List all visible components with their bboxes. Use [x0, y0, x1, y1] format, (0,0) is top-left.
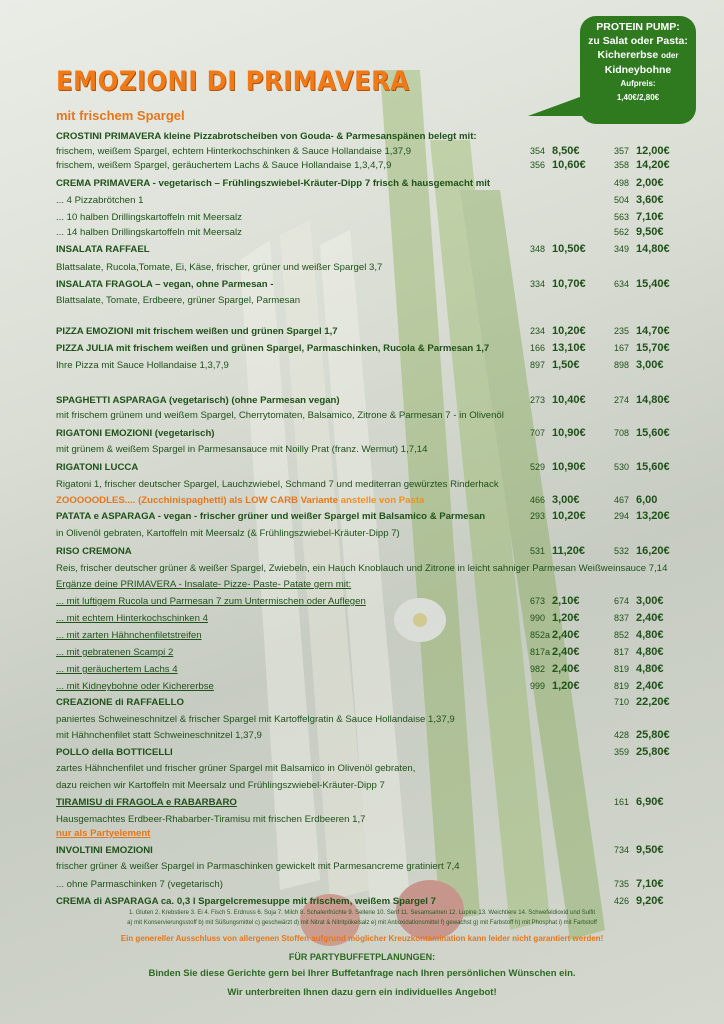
menu-line: Blattsalate, Rucola,Tomate, Ei, Käse, frischer, grüner und weißer Spargel 3,7: [56, 262, 383, 273]
item-number: 274: [614, 395, 630, 405]
item-number: 348: [530, 244, 546, 254]
item-price: 10,20€: [552, 325, 586, 337]
item-price: 15,60€: [636, 461, 670, 473]
menu-line: RIGATONI EMOZIONI (vegetarisch): [56, 428, 215, 439]
item-price: 10,70€: [552, 278, 586, 290]
allergen-notice: Ein genereller Ausschluss von allergenen Stoffen aufgrund möglicher Kreuzkontamination kann leider nicht garantiert werden!: [120, 934, 604, 943]
item-price: 14,80€: [636, 243, 670, 255]
item-price: 6,90€: [636, 796, 664, 808]
item-price: 14,80€: [636, 394, 670, 406]
menu-line: nur als Partyelement: [56, 828, 151, 839]
menu-line: PIZZA JULIA mit frischem weißen und grünen Spargel, Parmaschinken, Rucola & Parmesan 1,7: [56, 343, 490, 354]
item-price: 3,00€: [636, 359, 664, 371]
menu-title: EMOZIONI DI PRIMAVERA: [56, 66, 410, 97]
item-price: 2,40€: [552, 646, 580, 658]
menu-line: CROSTINI PRIMAVERA kleine Pizzabrotscheiben von Gouda- & Parmesanspänen belegt mit:: [56, 131, 477, 142]
menu-line: frischem, weißem Spargel, geräuchertem Lachs & Sauce Hollandaise 1,3,4,7,9: [56, 160, 392, 171]
menu-line: mit grünem & weißem Spargel in Parmesansauce mit Noilly Prat (franz. Wermut) 1,7,14: [56, 444, 428, 455]
item-number: 673: [530, 596, 546, 606]
item-price: 10,20€: [552, 510, 586, 522]
menu-line: PATATA e ASPARAGA - vegan - frischer grüner und weißer Spargel mit Balsamico & Parmesan: [56, 511, 486, 522]
bubble-line: oder: [661, 51, 679, 60]
item-number: 708: [614, 428, 630, 438]
menu-line: mit frischem grünem und weißem Spargel, Cherrytomaten, Balsamico, Zitrone & Parmesan 7 - in Olivenöl: [56, 410, 504, 421]
bubble-line: Kidneybohne: [604, 64, 672, 76]
item-number: 710: [614, 697, 630, 707]
item-price: 6,00: [636, 494, 658, 506]
menu-line: CREAZIONE di RAFFAELLO: [56, 697, 184, 708]
bubble-line: 1,40€/2,80€: [616, 93, 660, 102]
item-price: 13,20€: [636, 510, 670, 522]
menu-line: Hausgemachtes Erdbeer-Rhabarber-Tiramisu mit frischen Erdbeeren 1,7: [56, 814, 366, 825]
allergen-list: 1. Gluten 2. Krebstiere 3. Ei 4. Fisch 5. Erdnuss 6. Soja 7. Milch 8. Schalenfrüchte 9. Sellerie 10. Senf 11. Sesamsamen 12. Lupine 13. Weichtiere 14. Schwefeldioxid und Sulfit: [128, 910, 596, 916]
item-price: 10,60€: [552, 159, 586, 171]
item-number: 999: [530, 681, 546, 691]
item-number: 530: [614, 462, 630, 472]
party-text: Binden Sie diese Gerichte gern bei Ihrer Buffetanfrage nach Ihren persönlichen Wünschen ein.: [148, 968, 576, 979]
menu-line: Ihre Pizza mit Sauce Hollandaise 1,3,7,9: [56, 360, 229, 371]
item-number: 294: [614, 511, 630, 521]
item-price: 14,70€: [636, 325, 670, 337]
item-price: 3,60€: [636, 194, 664, 206]
item-number: 498: [614, 178, 630, 188]
item-number: 428: [614, 730, 630, 740]
menu-line: dazu reichen wir Kartoffeln mit Meersalz und Frühlingszwiebel-Kräuter-Dipp 7: [56, 780, 385, 791]
item-number: 356: [530, 160, 546, 170]
item-number: 634: [614, 279, 630, 289]
item-number: 990: [530, 613, 546, 623]
item-price: 10,40€: [552, 394, 586, 406]
item-number: 234: [530, 326, 546, 336]
item-number: 334: [530, 279, 546, 289]
item-price: 9,50€: [636, 226, 664, 238]
menu-line: SPAGHETTI ASPARAGA (vegetarisch) (ohne Parmesan vegan): [56, 395, 340, 406]
item-number: 426: [614, 896, 630, 906]
menu-line: INSALATA RAFFAEL: [56, 244, 150, 255]
item-price: 4,80€: [636, 629, 664, 641]
item-price: 4,80€: [636, 646, 664, 658]
item-price: 3,00€: [636, 595, 664, 607]
item-number: 467: [614, 495, 630, 505]
menu-line: CREMA PRIMAVERA - vegetarisch – Frühlingszwiebel-Kräuter-Dipp 7 frisch & hausgemacht mit: [56, 178, 491, 189]
menu-line: Ergänze deine PRIMAVERA - Insalate- Pizze- Paste- Patate gern mit:: [56, 579, 352, 590]
menu-line: Reis, frischer deutscher grüner & weißer Spargel, Zwiebeln, ein Hauch Knoblauch und Zitrone in leicht sahniger Parmesan Weißweinsauce 7,14: [56, 563, 668, 574]
item-price: 9,50€: [636, 844, 664, 856]
menu-line: ... 10 halben Drillingskartoffeln mit Meersalz: [56, 212, 242, 223]
item-price: 11,20€: [552, 545, 586, 557]
bubble-tail: [528, 94, 588, 116]
item-number: 358: [614, 160, 630, 170]
item-price: 1,20€: [552, 612, 580, 624]
bubble-line: Kichererbse: [597, 49, 659, 61]
item-number: 562: [614, 227, 630, 237]
item-price: 2,40€: [636, 612, 664, 624]
menu-line: Blattsalate, Tomate, Erdbeere, grüner Spargel, Parmesan: [56, 295, 301, 306]
menu-line-highlight: anstelle von Pasta: [340, 495, 425, 506]
menu-line: Rigatoni 1, frischer deutscher Spargel, Lauchzwiebel, Schmand 7 und mediterran gewürztes Rinderhack: [56, 479, 499, 490]
item-number: 817a: [530, 647, 551, 657]
bubble-line: zu Salat oder Pasta:: [588, 35, 688, 47]
item-price: 2,40€: [636, 680, 664, 692]
item-number: 531: [530, 546, 546, 556]
item-number: 819: [614, 681, 630, 691]
menu-line: PIZZA EMOZIONI mit frischem weißen und grünen Spargel 1,7: [56, 326, 338, 337]
item-number: 734: [614, 845, 630, 855]
item-price: 1,50€: [552, 359, 580, 371]
item-price: 25,80€: [636, 746, 670, 758]
item-price: 8,50€: [552, 145, 580, 157]
menu-subtitle: mit frischem Spargel: [56, 108, 185, 123]
item-price: 7,10€: [636, 211, 664, 223]
menu-line: INVOLTINI EMOZIONI: [56, 845, 153, 856]
menu-line: INSALATA FRAGOLA – vegan, ohne Parmesan -: [56, 279, 274, 290]
menu-line: mit Hähnchenfilet statt Schweineschnitzel 1,37,9: [56, 730, 262, 741]
item-number: 293: [530, 511, 546, 521]
item-number: 532: [614, 546, 630, 556]
item-number: 161: [614, 797, 630, 807]
menu-line: ... mit echtem Hinterkochschinken 4: [56, 613, 208, 624]
item-price: 14,20€: [636, 159, 670, 171]
menu-line: ... 14 halben Drillingskartoffeln mit Meersalz: [56, 227, 242, 238]
item-number: 898: [614, 360, 630, 370]
item-number: 273: [530, 395, 546, 405]
item-price: 3,00€: [552, 494, 580, 506]
menu-line: ... mit luftigem Rucola und Parmesan 7 zum Untermischen oder Auflegen: [56, 596, 366, 607]
item-number: 235: [614, 326, 630, 336]
menu-line: CREMA di ASPARAGA ca. 0,3 l Spargelcremesuppe mit frischem, weißem Spargel 7: [56, 896, 436, 907]
item-number: 852a: [530, 630, 551, 640]
menu-line: TIRAMISU di FRAGOLA e RABARBARO: [56, 797, 237, 808]
menu-line-text: ZOOOOODLES.... (Zucchinispaghetti) als LOW CARB Variante: [56, 495, 341, 506]
item-number: 354: [530, 146, 546, 156]
menu-line: paniertes Schweineschnitzel & frischer Spargel mit Kartoffelgratin & Sauce Hollandaise 1,37,9: [56, 714, 455, 725]
item-number: 529: [530, 462, 546, 472]
item-number: 837: [614, 613, 630, 623]
item-number: 735: [614, 879, 630, 889]
item-price: 15,70€: [636, 342, 670, 354]
menu-line: zartes Hähnchenfilet und frischer grüner Spargel mit Balsamico in Olivenöl gebraten,: [56, 763, 416, 774]
item-number: 897: [530, 360, 546, 370]
item-number: 817: [614, 647, 630, 657]
item-price: 2,40€: [552, 663, 580, 675]
menu-line: RISO CREMONA: [56, 546, 132, 557]
item-price: 2,40€: [552, 629, 580, 641]
menu-line: ... mit geräuchertem Lachs 4: [56, 664, 178, 675]
item-price: 2,00€: [636, 177, 664, 189]
item-price: 25,80€: [636, 729, 670, 741]
menu-line: frischem, weißem Spargel, echtem Hinterkochschinken & Sauce Hollandaise 1,37,9: [56, 146, 412, 157]
item-price: 12,00€: [636, 145, 670, 157]
item-number: 852: [614, 630, 630, 640]
item-number: 466: [530, 495, 546, 505]
item-price: 10,90€: [552, 461, 586, 473]
item-number: 819: [614, 664, 630, 674]
item-price: 4,80€: [636, 663, 664, 675]
menu-line: ... 4 Pizzabrötchen 1: [56, 195, 144, 206]
item-number: 674: [614, 596, 630, 606]
item-number: 167: [614, 343, 630, 353]
item-price: 10,50€: [552, 243, 586, 255]
party-text: Wir unterbreiten Ihnen dazu gern ein individuelles Angebot!: [227, 987, 497, 998]
menu-line: ... mit Kidneybohne oder Kichererbse: [56, 681, 214, 692]
item-number: 349: [614, 244, 630, 254]
item-price: 9,20€: [636, 895, 664, 907]
item-price: 10,90€: [552, 427, 586, 439]
party-title: FÜR PARTYBUFFETPLANUNGEN:: [288, 952, 436, 962]
item-price: 15,40€: [636, 278, 670, 290]
menu-line: [56, 495, 424, 506]
item-price: 7,10€: [636, 878, 664, 890]
menu-line: POLLO della BOTTICELLI: [56, 747, 173, 758]
item-price: 16,20€: [636, 545, 670, 557]
menu-line: ... mit gebratenen Scampi 2: [56, 647, 174, 658]
menu-line: RIGATONI LUCCA: [56, 462, 139, 473]
item-number: 982: [530, 664, 546, 674]
protein-pump-bubble: [580, 16, 696, 124]
item-price: 1,20€: [552, 680, 580, 692]
item-price: 15,60€: [636, 427, 670, 439]
item-number: 563: [614, 212, 630, 222]
bubble-line: Aufpreis:: [620, 79, 656, 88]
item-price: 22,20€: [636, 696, 670, 708]
additive-list: a) mit Konservierungsstoff b) mit Süßungsmittel c) geschwärzt d) mit Nitrat & Nitritpökelsalz e) mit Antioxidationsmittel f) gewachst g) mit Farbstoff h) mit Phosphat i) mit Farbstoff: [127, 920, 597, 926]
menu-line: in Olivenöl gebraten, Kartoffeln mit Meersalz (& Frühlingszwiebel-Kräuter-Dipp 7): [56, 528, 400, 539]
item-number: 166: [530, 343, 546, 353]
menu-line: ... mit zarten Hähnchenfiletstreifen: [56, 630, 202, 641]
item-price: 13,10€: [552, 342, 586, 354]
item-number: 504: [614, 195, 630, 205]
item-number: 707: [530, 428, 546, 438]
item-number: 357: [614, 146, 630, 156]
bubble-title: PROTEIN PUMP:: [596, 21, 680, 33]
menu-line: frischer grüner & weißer Spargel in Parmaschinken gewickelt mit Parmesancreme gratiniert 7,4: [56, 861, 460, 872]
item-price: 2,10€: [552, 595, 580, 607]
menu-line: ... ohne Parmaschinken 7 (vegetarisch): [56, 879, 223, 890]
item-number: 359: [614, 747, 630, 757]
